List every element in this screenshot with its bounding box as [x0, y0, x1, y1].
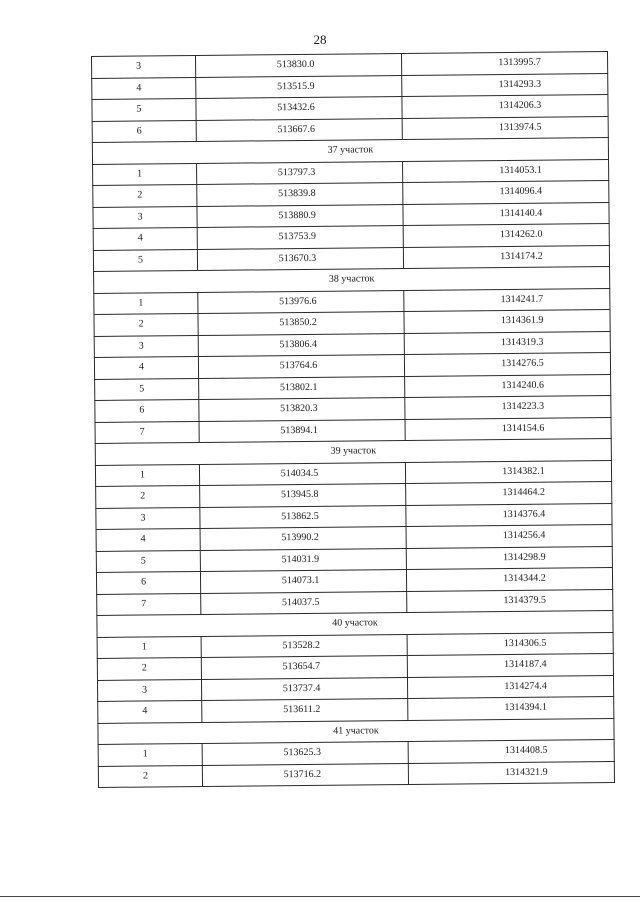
point-number-cell: 2	[97, 657, 201, 679]
x-coordinate-cell: 513515.9	[196, 75, 402, 98]
point-number-cell: 5	[93, 249, 197, 271]
x-coordinate-cell: 513432.6	[196, 97, 402, 120]
x-coordinate-cell: 513528.2	[201, 634, 407, 657]
y-coordinate-cell: 1314379.5	[407, 589, 613, 612]
y-coordinate-cell: 1314174.2	[403, 245, 609, 268]
y-coordinate-cell: 1314096.4	[403, 181, 609, 204]
y-coordinate-cell: 1314408.5	[408, 740, 614, 763]
point-number-cell: 3	[94, 335, 198, 357]
section-title: 39 участок	[95, 439, 611, 465]
y-coordinate-cell: 1314361.9	[404, 310, 610, 333]
point-number-cell: 4	[98, 700, 202, 722]
y-coordinate-cell: 1314319.3	[404, 331, 610, 354]
x-coordinate-cell: 513945.8	[200, 483, 406, 506]
x-coordinate-cell: 514073.1	[200, 569, 406, 592]
point-number-cell: 4	[93, 227, 197, 249]
y-coordinate-cell: 1314298.9	[406, 546, 612, 569]
y-coordinate-cell: 1314376.4	[406, 503, 612, 526]
section-title: 38 участок	[94, 267, 610, 293]
point-number-cell: 3	[93, 206, 197, 228]
coordinates-table-body	[92, 52, 615, 788]
y-coordinate-cell: 1314321.9	[408, 761, 614, 784]
x-coordinate-cell: 513667.6	[196, 118, 402, 141]
x-coordinate-cell: 513820.3	[199, 398, 405, 421]
point-number-cell: 3	[96, 507, 200, 529]
point-number-cell: 2	[96, 485, 200, 507]
y-coordinate-cell: 1314276.5	[404, 353, 610, 376]
x-coordinate-cell: 513839.8	[197, 183, 403, 206]
y-coordinate-cell: 1314140.4	[403, 202, 609, 225]
point-number-cell: 3	[97, 679, 201, 701]
point-number-cell: 4	[92, 77, 196, 99]
y-coordinate-cell: 1313974.5	[402, 116, 608, 139]
point-number-cell: 7	[97, 593, 201, 615]
y-coordinate-cell: 1314223.3	[405, 396, 611, 419]
y-coordinate-cell: 1314240.6	[405, 374, 611, 397]
point-number-cell: 2	[94, 313, 198, 335]
x-coordinate-cell: 513806.4	[198, 333, 404, 356]
x-coordinate-cell: 513894.1	[199, 419, 405, 442]
x-coordinate-cell: 513670.3	[197, 247, 403, 270]
page-number: 28	[313, 32, 327, 47]
y-coordinate-cell: 1314256.4	[406, 525, 612, 548]
point-number-cell: 1	[93, 163, 197, 185]
point-number-cell: 6	[92, 120, 196, 142]
footer-divider	[0, 896, 640, 897]
point-number-cell: 5	[92, 98, 196, 120]
coordinate-row	[98, 761, 614, 787]
section-title: 40 участок	[97, 611, 613, 637]
y-coordinate-cell: 1314464.2	[406, 482, 612, 505]
y-coordinate-cell: 1314306.5	[407, 632, 613, 655]
y-coordinate-cell: 1314241.7	[404, 288, 610, 311]
point-number-cell: 2	[98, 765, 202, 787]
point-number-cell: 3	[92, 55, 196, 77]
x-coordinate-cell: 513737.4	[201, 677, 407, 700]
y-coordinate-cell: 1314382.1	[405, 460, 611, 483]
point-number-cell: 6	[96, 571, 200, 593]
y-coordinate-cell: 1314293.3	[402, 73, 608, 96]
y-coordinate-cell: 1314154.6	[405, 417, 611, 440]
coordinates-table	[91, 51, 615, 788]
x-coordinate-cell: 513764.6	[198, 355, 404, 378]
y-coordinate-cell: 1313995.7	[401, 52, 607, 75]
y-coordinate-cell: 1314394.1	[408, 697, 614, 720]
point-number-cell: 4	[94, 356, 198, 378]
y-coordinate-cell: 1314262.0	[403, 224, 609, 247]
x-coordinate-cell: 513850.2	[198, 312, 404, 335]
x-coordinate-cell: 513976.6	[198, 290, 404, 313]
x-coordinate-cell: 513625.3	[202, 741, 408, 764]
x-coordinate-cell: 513862.5	[200, 505, 406, 528]
point-number-cell: 5	[96, 550, 200, 572]
x-coordinate-cell: 514034.5	[199, 462, 405, 485]
y-coordinate-cell: 1314344.2	[406, 568, 612, 591]
x-coordinate-cell: 513611.2	[202, 698, 408, 721]
x-coordinate-cell: 513716.2	[202, 763, 408, 786]
x-coordinate-cell: 513880.9	[197, 204, 403, 227]
point-number-cell: 1	[94, 292, 198, 314]
point-number-cell: 1	[95, 464, 199, 486]
x-coordinate-cell: 513654.7	[201, 655, 407, 678]
y-coordinate-cell: 1314274.4	[407, 675, 613, 698]
y-coordinate-cell: 1314206.3	[402, 95, 608, 118]
y-coordinate-cell: 1314053.1	[403, 159, 609, 182]
section-title: 41 участок	[98, 718, 614, 744]
y-coordinate-cell: 1314187.4	[407, 654, 613, 677]
point-number-cell: 5	[95, 378, 199, 400]
x-coordinate-cell: 513802.1	[199, 376, 405, 399]
x-coordinate-cell: 513753.9	[197, 226, 403, 249]
section-title: 37 участок	[92, 138, 608, 164]
point-number-cell: 1	[98, 743, 202, 765]
x-coordinate-cell: 514037.5	[201, 591, 407, 614]
x-coordinate-cell: 513830.0	[195, 54, 401, 77]
point-number-cell: 4	[96, 528, 200, 550]
point-number-cell: 2	[93, 184, 197, 206]
point-number-cell: 1	[97, 636, 201, 658]
point-number-cell: 6	[95, 399, 199, 421]
x-coordinate-cell: 513990.2	[200, 526, 406, 549]
x-coordinate-cell: 514031.9	[200, 548, 406, 571]
point-number-cell: 7	[95, 421, 199, 443]
x-coordinate-cell: 513797.3	[197, 161, 403, 184]
